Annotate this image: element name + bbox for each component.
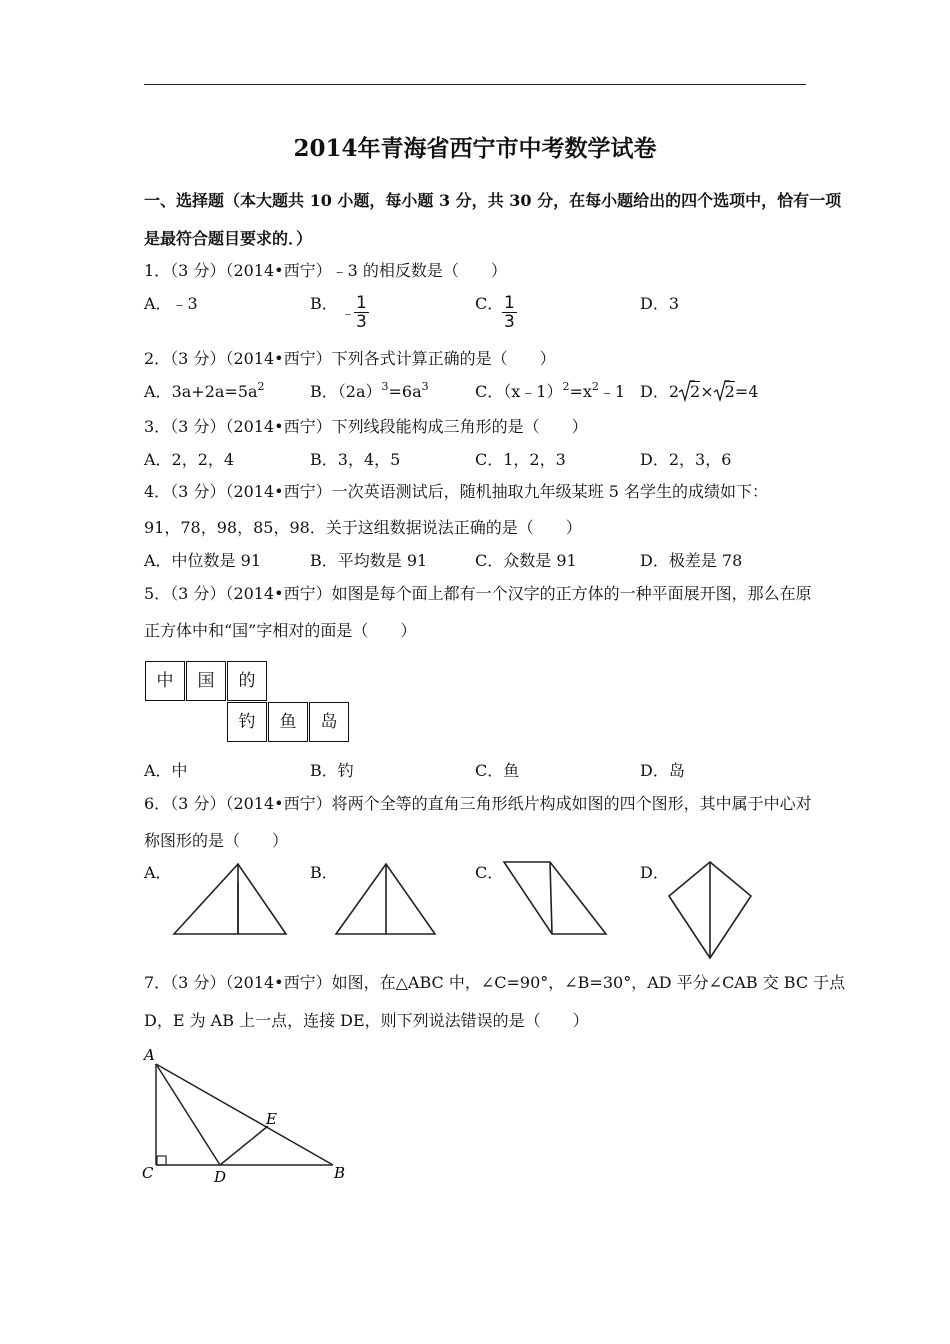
q1-stem: 1．（3 分）（2014•西宁）﹣3 的相反数是（ ）	[144, 261, 507, 280]
q2-option-d	[640, 382, 758, 402]
q2-b-expr2: =6a	[388, 382, 422, 401]
sqrt-sign-icon	[679, 380, 691, 402]
q2-d-times: ×	[700, 382, 714, 401]
q2-c-expr1: （x﹣1）	[503, 382, 563, 401]
q2-c-expr3: ﹣1	[598, 382, 626, 401]
q1-option-b-sign: ﹣	[341, 306, 355, 322]
q2-b-label: B．	[310, 382, 338, 401]
q2-d-eq: =4	[734, 382, 759, 401]
q2-stem: 2．（3 分）（2014•西宁）下列各式计算正确的是（ ）	[144, 349, 556, 368]
net-cell-5: 鱼	[268, 702, 308, 742]
q2-d-rad1: 2	[690, 382, 701, 401]
q6-figure-b	[334, 862, 439, 937]
q4-option-a: A．中位数是 91	[144, 551, 262, 570]
q6-figure-c	[502, 860, 612, 935]
q7-stem-line2: D，E 为 AB 上一点，连接 DE，则下列说法错误的是（ ）	[144, 1011, 589, 1030]
point-label-e: E	[266, 1110, 277, 1128]
q5-option-a: A．中	[144, 761, 188, 780]
q6-option-d: D．	[640, 863, 669, 882]
point-label-b: B	[334, 1164, 346, 1182]
q2-d-coef: 2	[668, 382, 680, 401]
q2-c-exp2: 2	[591, 380, 599, 393]
q5-option-b: B．钓	[310, 761, 354, 780]
q3-option-a: A．2，2，4	[144, 450, 235, 469]
q2-a-expr: 3a+2a=5a	[171, 382, 258, 401]
q4-option-c: C．众数是 91	[475, 551, 577, 570]
q4-option-b: B．平均数是 91	[310, 551, 428, 570]
q3-option-d: D．2，3，6	[640, 450, 732, 469]
q4-stem-line2: 91，78，98，85，98．关于这组数据说法正确的是（ ）	[144, 518, 582, 537]
q1-option-c-fraction	[502, 294, 517, 331]
q6-option-c: C．	[475, 863, 504, 882]
q2-d-radical1	[679, 382, 700, 402]
header-rule	[144, 84, 806, 85]
q1-b-numerator: 1	[356, 293, 367, 313]
q5-stem-line1: 5．（3 分）（2014•西宁）如图是每个面上都有一个汉字的正方体的一种平面展开图，那么在原	[144, 584, 812, 603]
q3-option-c: C．1，2，3	[475, 450, 566, 469]
point-label-a: A	[144, 1046, 155, 1064]
q6-stem-line1: 6．（3 分）（2014•西宁）将两个全等的直角三角形纸片构成如图的四个图形，其中属于中心对	[144, 794, 812, 813]
section-heading-line1: 一、选择题（本大题共 10 小题，每小题 3 分，共 30 分，在每小题给出的四个选项中，恰有一项	[144, 191, 842, 210]
section-heading-line2: 是最符合题目要求的．）	[144, 229, 313, 248]
q2-b-expr1: （2a）	[337, 382, 382, 401]
page-title: 2014年青海省西宁市中考数学试卷	[293, 135, 657, 162]
q2-b-exp2: 3	[421, 380, 429, 393]
q2-d-rad2: 2	[724, 382, 735, 401]
q5-option-d: D．岛	[640, 761, 685, 780]
q2-c-expr2: =x	[569, 382, 592, 401]
q3-stem: 3．（3 分）（2014•西宁）下列线段能构成三角形的是（ ）	[144, 417, 588, 436]
q2-option-c	[475, 382, 625, 402]
q6-option-a: A．	[144, 863, 172, 882]
q2-option-b	[310, 382, 429, 402]
q5-stem-line2: 正方体中和“国”字相对的面是（ ）	[144, 621, 417, 640]
q2-c-label: C．	[475, 382, 504, 401]
q4-option-d: D．极差是 78	[640, 551, 743, 570]
q1-b-denominator: 3	[356, 312, 367, 332]
q2-b-exp1: 3	[381, 380, 389, 393]
q1-option-b-fraction	[354, 294, 369, 331]
q6-option-b: B．	[310, 863, 338, 882]
q6-stem-line2: 称图形的是（ ）	[144, 831, 289, 850]
sqrt-sign-icon	[714, 380, 726, 402]
q2-c-exp1: 2	[562, 380, 570, 393]
point-label-c: C	[142, 1164, 154, 1182]
net-cell-2: 国	[186, 661, 226, 701]
net-cell-1: 中	[145, 661, 185, 701]
point-label-d: D	[214, 1168, 227, 1186]
q2-a-exp: 2	[257, 380, 265, 393]
q2-d-radical2	[714, 382, 735, 402]
net-cell-3: 的	[227, 661, 267, 701]
q1-c-denominator: 3	[504, 312, 515, 332]
q1-option-c-label: C．	[475, 294, 504, 313]
net-cell-4: 钓	[227, 702, 267, 742]
q1-option-b-label: B．	[310, 294, 338, 313]
q7-triangle-figure	[138, 1044, 358, 1184]
net-cell-6: 岛	[309, 702, 349, 742]
q1-c-numerator: 1	[504, 293, 515, 313]
q6-figure-a	[172, 862, 292, 937]
q5-option-c: C．鱼	[475, 761, 520, 780]
q1-option-a: A．﹣3	[144, 294, 198, 313]
q6-figure-d	[667, 860, 757, 960]
q2-d-label: D．	[640, 382, 669, 401]
q2-a-label: A．	[144, 382, 172, 401]
q2-option-a	[144, 382, 265, 402]
q3-option-b: B．3，4，5	[310, 450, 401, 469]
q4-stem-line1: 4．（3 分）（2014•西宁）一次英语测试后，随机抽取九年级某班 5 名学生的成绩如下：	[144, 482, 768, 501]
q7-stem-line1: 7．（3 分）（2014•西宁）如图，在△ABC 中，∠C=90°，∠B=30°，AD 平分∠CAB 交 BC 于点	[144, 973, 846, 992]
q1-option-d: D．3	[640, 294, 680, 313]
